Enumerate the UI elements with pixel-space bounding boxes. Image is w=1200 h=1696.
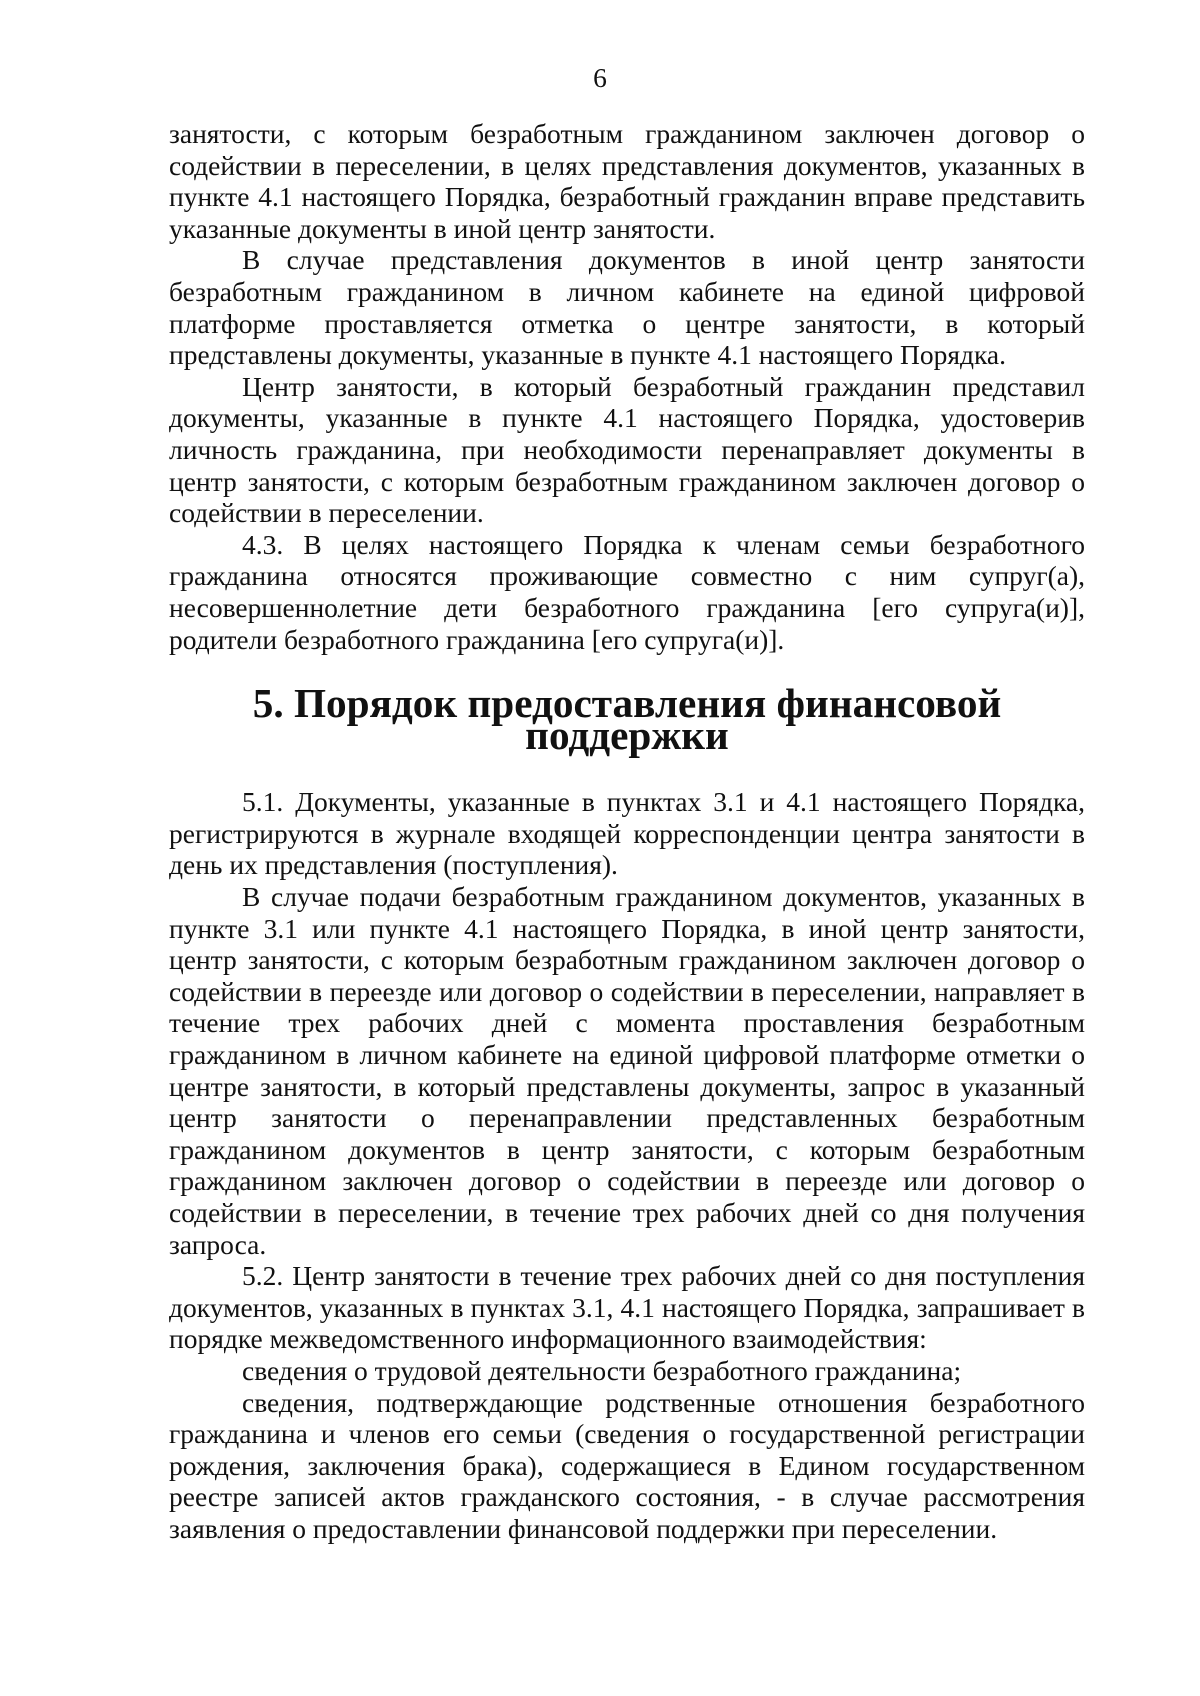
list-item: сведения о трудовой деятельности безработного гражданина; <box>242 1354 962 1386</box>
paragraph-continuation: занятости, с которым безработным гражданином заключен договор о содействии в переселении, в целях представления документов, указанных в пункте 4.1 настоящего Порядка, безработный гражданин вправе представить указанные документы в иной центр занятости. <box>169 118 1085 244</box>
section-heading: 5. Порядок предоставления финансовой поддержки <box>252 680 1002 758</box>
list-item: сведения, подтверждающие родственные отношения безработного гражданина и членов его семьи (сведения о государственной регистрации рождения, заключения брака), содержащиеся в Едином государственном реестре записей актов гражданского состояния, - в случае рассмотрения заявления о предоставлении финансовой поддержки при переселении. <box>169 1386 1085 1544</box>
paragraph: В случае подачи безработным гражданином документов, указанных в пункте 3.1 или пункте 4.1 настоящего Порядка, в иной центр занятости, центр занятости, с которым безработным гражданином заключен договор о содействии в переезде или договор о содействии в переселении, направляет в течение трех рабочих дней с момента проставления безработным гражданином в личном кабинете на единой цифровой платформе отметки о центре занятости, в который представлены документы, запрос в указанный центр занятости о перенаправлении представленных безработным гражданином документов в центр занятости, с которым безработным гражданином заключен договор о содействии в переезде или договор о содействии в переселении, в течение трех рабочих дней со дня получения запроса. <box>169 881 1085 1260</box>
paragraph: Центр занятости, в который безработный гражданин представил документы, указанные в пункте 4.1 настоящего Порядка, удостоверив личность гражданина, при необходимости перенаправляет документы в центр занятости, с которым безработным гражданином заключен договор о содействии в переселении. <box>169 370 1085 529</box>
paragraph-4-3: 4.3. В целях настоящего Порядка к членам семьи безработного гражданина относятся проживающие совместно с ним супруг(а), несовершеннолетние дети безработного гражданина [его супруга(и)], родители безработного гражданина [его супруга(и)]. <box>169 528 1085 655</box>
page-number: 6 <box>593 62 607 93</box>
paragraph: В случае представления документов в иной центр занятости безработным гражданином в личном кабинете на единой цифровой платформе проставляется отметка о центре занятости, в который представлены документы, указанные в пункте 4.1 настоящего Порядка. <box>169 244 1085 371</box>
paragraph-5-2: 5.2. Центр занятости в течение трех рабочих дней со дня поступления документов, указанных в пунктах 3.1, 4.1 настоящего Порядка, запрашивает в порядке межведомственного информационного взаимодействия: <box>169 1260 1085 1355</box>
paragraph-5-1: 5.1. Документы, указанные в пунктах 3.1 и 4.1 настоящего Порядка, регистрируются в журнале входящей корреспонденции центра занятости в день их представления (поступления). <box>169 786 1085 881</box>
document-body <box>169 118 1085 1545</box>
